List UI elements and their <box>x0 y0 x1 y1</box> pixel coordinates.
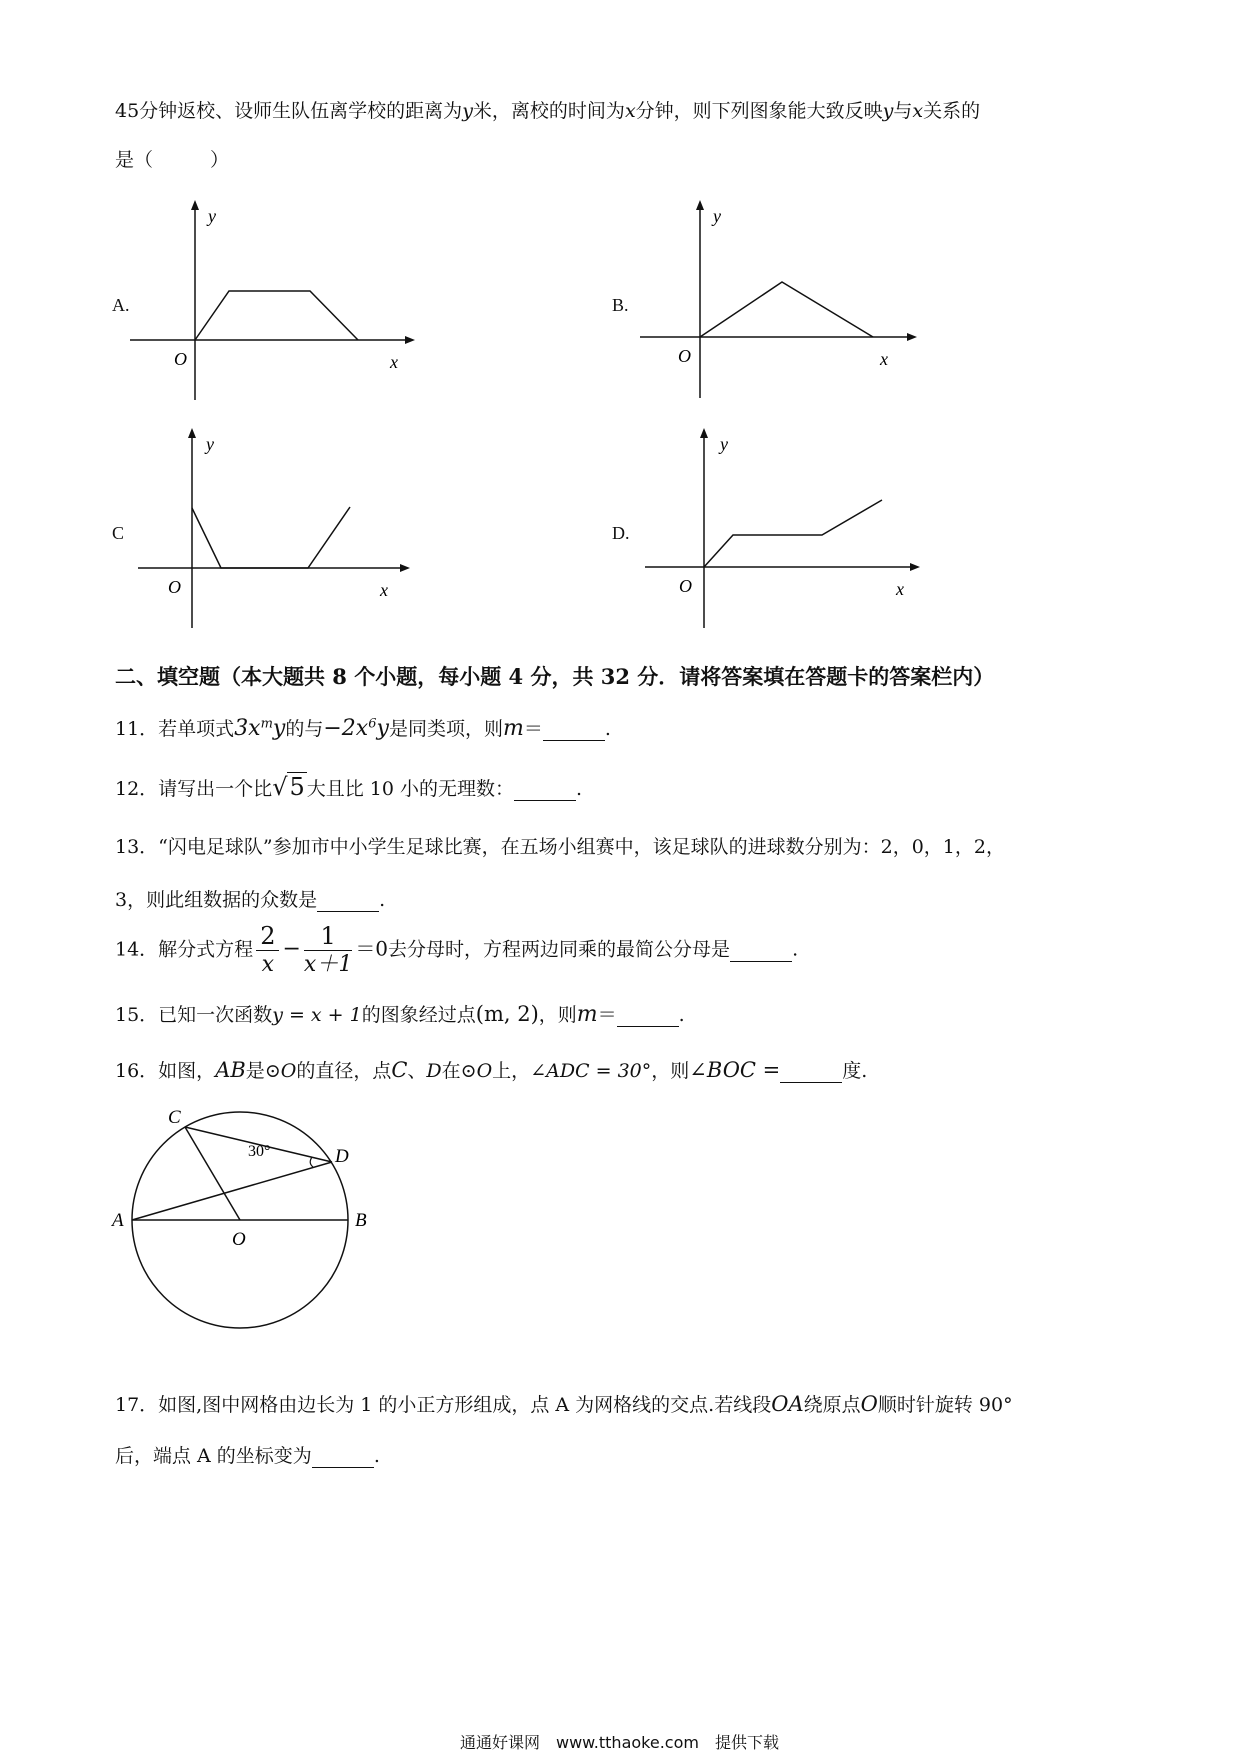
question-16: 16．如图，AB是⊙O的直径，点C、D在⊙O上，∠ADC = 30°，则∠BOC = 度. <box>115 1058 868 1082</box>
fraction-1-over-x-plus-1: $\frac{1}{x+1}$ <box>303 922 353 977</box>
origin-label: O <box>678 346 691 366</box>
question-15: 15．已知一次函数y = x + 1的图象经过点(m, 2)，则m＝ . <box>115 1002 685 1027</box>
circle-figure <box>110 1105 410 1339</box>
question-14: 14．解分式方程 $\frac{2}{x}$ − $\frac{1}{x+1}$ ＝0去分母时，方程两边同乘的最简公分母是 . <box>115 922 799 977</box>
x-axis-label: x <box>880 349 888 369</box>
circle-figure-svg <box>110 1105 410 1335</box>
question-17-line2: 后，端点 A 的坐标变为 . <box>115 1445 380 1467</box>
footer-watermark: 通通好课网 www.tthaoke.com 提供下载 <box>460 1733 779 1752</box>
graph-c-svg <box>120 428 440 638</box>
question-17-line1: 17．如图,图中网格由边长为 1 的小正方形组成，点 A 为网格线的交点.若线段OA绕原点O顺时针旋转 90° <box>115 1392 1013 1416</box>
fraction-2-over-x: $\frac{2}{x}$ <box>256 922 279 979</box>
question-13-line1: 13．“闪电足球队”参加市中小学生足球比赛，在五场小组赛中，该足球队的进球数分别为：2，0，1，2， <box>115 836 1005 858</box>
var-y: y <box>462 100 473 122</box>
x-axis-label: x <box>390 352 398 372</box>
y-axis-label: y <box>720 434 728 454</box>
option-d-label: D. <box>612 523 630 543</box>
y-axis-label: y <box>206 434 214 454</box>
answer-blank-14[interactable] <box>730 939 792 962</box>
y-axis-label: y <box>208 206 216 226</box>
section-heading: 二、填空题（本大题共 8 个小题，每小题 4 分，共 32 分．请将答案填在答题卡的答案栏内） <box>115 664 995 689</box>
option-b-label: B. <box>612 295 629 315</box>
point-d-label: D <box>335 1146 349 1167</box>
sqrt-symbol: √ <box>272 773 288 801</box>
option-a-label: A. <box>112 295 130 315</box>
point-b-label: B <box>355 1210 367 1231</box>
answer-blank-16[interactable] <box>780 1060 842 1083</box>
x-axis-label: x <box>896 579 904 599</box>
point-a-label: A <box>112 1210 124 1231</box>
q10-line2: 是（ ） <box>115 149 230 171</box>
origin-label: O <box>174 349 187 369</box>
var-x: x <box>624 100 636 122</box>
graph-d-svg <box>620 428 940 638</box>
question-11: 11．若单项式$3x^my$的与$-2x^6y$是同类项，则m＝ . <box>115 716 611 741</box>
answer-blank-12[interactable] <box>514 778 576 801</box>
graph-b-svg <box>620 200 940 410</box>
answer-blank-11[interactable] <box>543 718 605 741</box>
angle-30-label: 30° <box>248 1143 271 1160</box>
option-c-label: C <box>112 523 125 543</box>
answer-blank-15[interactable] <box>617 1004 679 1027</box>
question-12: 12．请写出一个比√5 大且比 10 小的无理数： . <box>115 773 583 801</box>
graph-a-svg <box>120 200 440 410</box>
origin-label: O <box>168 577 181 597</box>
y-axis-label: y <box>713 206 721 226</box>
q10-line1: 45分钟返校、设师生队伍离学校的距离为y米，离校的时间为x分钟，则下列图象能大致反映y与x关系的 <box>115 100 981 122</box>
origin-label: O <box>679 576 692 596</box>
answer-blank-17[interactable] <box>312 1445 374 1468</box>
point-c-label: C <box>168 1107 181 1128</box>
x-axis-label: x <box>380 580 388 600</box>
point-o-label: O <box>232 1229 246 1250</box>
answer-blank-13[interactable] <box>317 889 379 912</box>
question-13-line2: 3，则此组数据的众数是 . <box>115 889 386 911</box>
